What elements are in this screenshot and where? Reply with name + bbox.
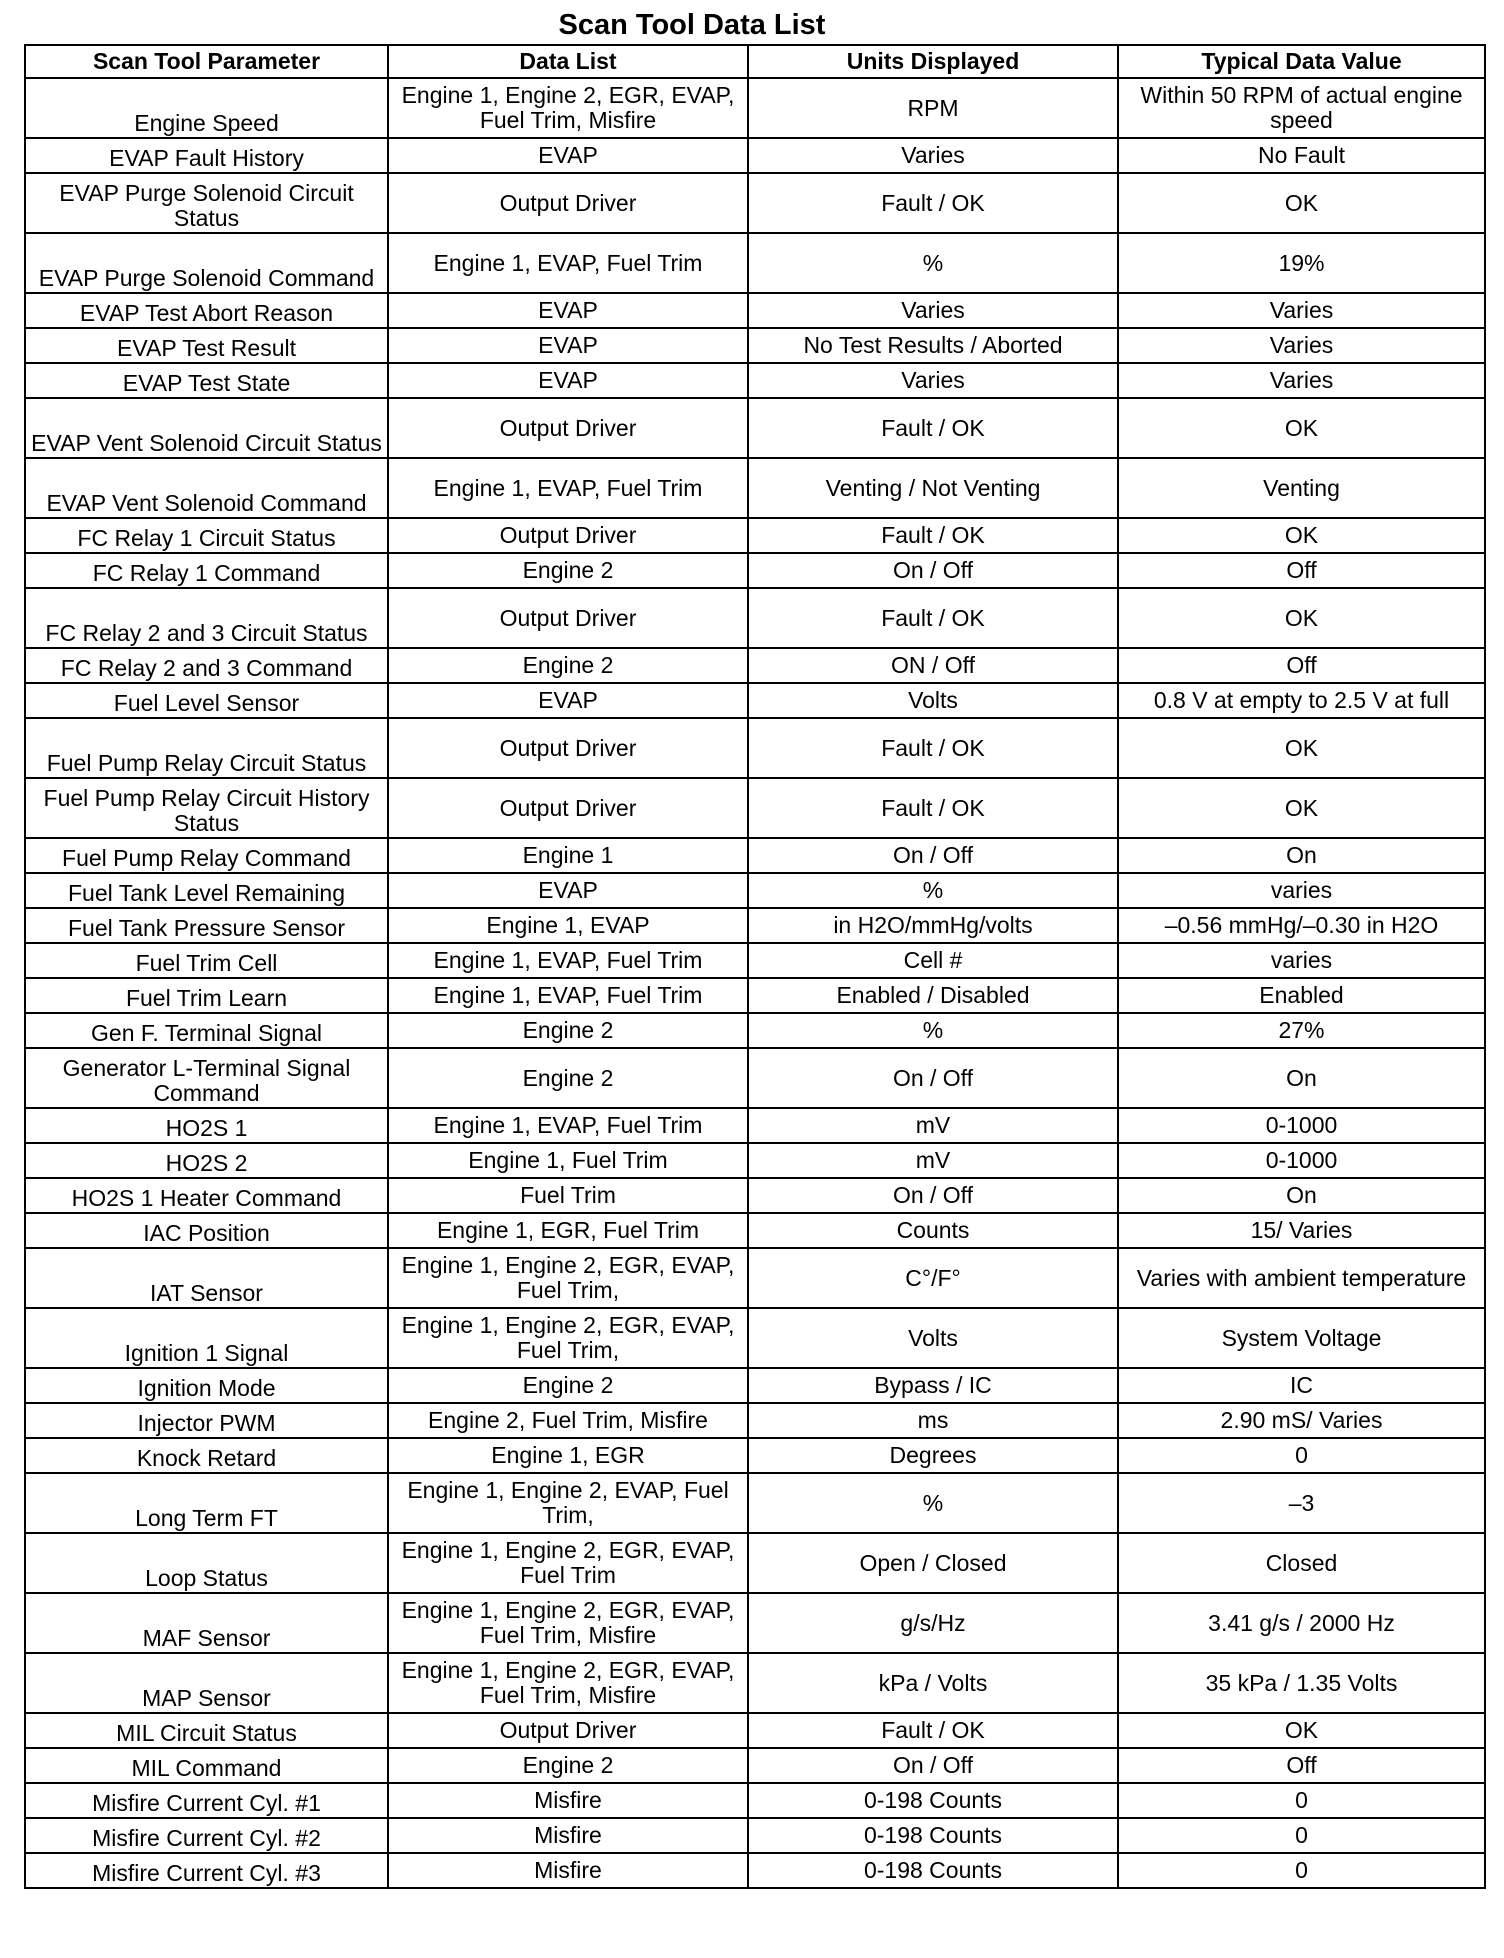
cell-parameter: Loop Status [25, 1533, 388, 1593]
column-header-units: Units Displayed [748, 45, 1118, 78]
cell-parameter: Misfire Current Cyl. #1 [25, 1783, 388, 1818]
cell-data-list: Output Driver [388, 1713, 748, 1748]
cell-data-list: EVAP [388, 873, 748, 908]
cell-typical-value: 2.90 mS/ Varies [1118, 1403, 1485, 1438]
cell-typical-value: OK [1118, 173, 1485, 233]
cell-data-list: Engine 1, EVAP, Fuel Trim [388, 233, 748, 293]
cell-typical-value: 19% [1118, 233, 1485, 293]
cell-parameter: HO2S 1 [25, 1108, 388, 1143]
table-row [25, 648, 1485, 683]
cell-units: Varies [748, 293, 1118, 328]
cell-data-list: Engine 1, EVAP, Fuel Trim [388, 458, 748, 518]
cell-parameter: Fuel Pump Relay Command [25, 838, 388, 873]
table-row [25, 1853, 1485, 1888]
cell-units: Volts [748, 683, 1118, 718]
cell-units: Venting / Not Venting [748, 458, 1118, 518]
cell-parameter: IAC Position [25, 1213, 388, 1248]
cell-units: C°/F° [748, 1248, 1118, 1308]
cell-parameter: Fuel Trim Learn [25, 978, 388, 1013]
table-row [25, 518, 1485, 553]
table-row [25, 233, 1485, 293]
cell-units: Varies [748, 363, 1118, 398]
table-row [25, 908, 1485, 943]
cell-parameter: IAT Sensor [25, 1248, 388, 1308]
column-header-parameter: Scan Tool Parameter [25, 45, 388, 78]
cell-typical-value: System Voltage [1118, 1308, 1485, 1368]
cell-parameter: Fuel Tank Level Remaining [25, 873, 388, 908]
cell-parameter: Generator L-Terminal Signal Command [25, 1048, 388, 1108]
table-row [25, 588, 1485, 648]
cell-typical-value: 0-1000 [1118, 1108, 1485, 1143]
cell-data-list: Engine 1, Engine 2, EGR, EVAP, Fuel Trim, Misfire [388, 78, 748, 138]
cell-units: Fault / OK [748, 1713, 1118, 1748]
cell-units: Counts [748, 1213, 1118, 1248]
table-row [25, 1403, 1485, 1438]
cell-typical-value: IC [1118, 1368, 1485, 1403]
cell-data-list: EVAP [388, 683, 748, 718]
cell-data-list: Engine 1, Engine 2, EGR, EVAP, Fuel Trim [388, 1533, 748, 1593]
cell-data-list: Output Driver [388, 173, 748, 233]
table-row [25, 293, 1485, 328]
cell-data-list: Engine 2 [388, 1748, 748, 1783]
cell-parameter: EVAP Vent Solenoid Command [25, 458, 388, 518]
table-row [25, 1308, 1485, 1368]
cell-units: ON / Off [748, 648, 1118, 683]
table-row [25, 1533, 1485, 1593]
cell-typical-value: No Fault [1118, 138, 1485, 173]
cell-units: On / Off [748, 553, 1118, 588]
table-row [25, 363, 1485, 398]
cell-typical-value: Varies [1118, 328, 1485, 363]
cell-data-list: Engine 1 [388, 838, 748, 873]
cell-data-list: Engine 1, Engine 2, EGR, EVAP, Fuel Trim, Misfire [388, 1653, 748, 1713]
cell-data-list: Output Driver [388, 398, 748, 458]
cell-typical-value: Venting [1118, 458, 1485, 518]
cell-parameter: Fuel Pump Relay Circuit History Status [25, 778, 388, 838]
cell-typical-value: Varies [1118, 363, 1485, 398]
cell-parameter: MIL Command [25, 1748, 388, 1783]
cell-units: Enabled / Disabled [748, 978, 1118, 1013]
cell-parameter: Fuel Level Sensor [25, 683, 388, 718]
table-row [25, 1438, 1485, 1473]
cell-parameter: Fuel Tank Pressure Sensor [25, 908, 388, 943]
cell-units: No Test Results / Aborted [748, 328, 1118, 363]
cell-parameter: Misfire Current Cyl. #3 [25, 1853, 388, 1888]
table-row [25, 1783, 1485, 1818]
cell-parameter: Fuel Pump Relay Circuit Status [25, 718, 388, 778]
cell-parameter: HO2S 1 Heater Command [25, 1178, 388, 1213]
cell-units: kPa / Volts [748, 1653, 1118, 1713]
cell-typical-value: OK [1118, 718, 1485, 778]
table-row [25, 398, 1485, 458]
table-row [25, 1213, 1485, 1248]
cell-typical-value: Off [1118, 648, 1485, 683]
cell-typical-value: 27% [1118, 1013, 1485, 1048]
cell-units: in H2O/mmHg/volts [748, 908, 1118, 943]
cell-units: 0-198 Counts [748, 1783, 1118, 1818]
cell-parameter: Long Term FT [25, 1473, 388, 1533]
cell-typical-value: On [1118, 838, 1485, 873]
cell-data-list: Engine 2 [388, 553, 748, 588]
cell-units: On / Off [748, 838, 1118, 873]
cell-data-list: Output Driver [388, 778, 748, 838]
cell-typical-value: Enabled [1118, 978, 1485, 1013]
table-row [25, 553, 1485, 588]
cell-data-list: Engine 1, Engine 2, EGR, EVAP, Fuel Trim, [388, 1248, 748, 1308]
cell-typical-value: 0 [1118, 1818, 1485, 1853]
cell-parameter: Fuel Trim Cell [25, 943, 388, 978]
cell-typical-value: –3 [1118, 1473, 1485, 1533]
cell-units: 0-198 Counts [748, 1853, 1118, 1888]
cell-typical-value: OK [1118, 518, 1485, 553]
cell-parameter: Engine Speed [25, 78, 388, 138]
table-row [25, 1473, 1485, 1533]
column-header-typical-value: Typical Data Value [1118, 45, 1485, 78]
table-row [25, 138, 1485, 173]
cell-typical-value: Off [1118, 553, 1485, 588]
cell-units: Bypass / IC [748, 1368, 1118, 1403]
table-row [25, 78, 1485, 138]
cell-data-list: Engine 1, Engine 2, EGR, EVAP, Fuel Trim, [388, 1308, 748, 1368]
cell-data-list: Fuel Trim [388, 1178, 748, 1213]
cell-data-list: Engine 2 [388, 1013, 748, 1048]
table-header-row [25, 45, 1485, 78]
cell-data-list: Engine 1, EGR [388, 1438, 748, 1473]
table-row [25, 1593, 1485, 1653]
page-title: Scan Tool Data List [558, 9, 826, 41]
cell-parameter: EVAP Test Result [25, 328, 388, 363]
cell-units: On / Off [748, 1048, 1118, 1108]
table-row [25, 328, 1485, 363]
cell-units: ms [748, 1403, 1118, 1438]
cell-units: % [748, 1473, 1118, 1533]
cell-data-list: Engine 1, EVAP [388, 908, 748, 943]
cell-data-list: Output Driver [388, 518, 748, 553]
cell-parameter: MAF Sensor [25, 1593, 388, 1653]
table-row [25, 1713, 1485, 1748]
table-row [25, 718, 1485, 778]
cell-units: Fault / OK [748, 173, 1118, 233]
cell-typical-value: 0 [1118, 1853, 1485, 1888]
table-row [25, 1368, 1485, 1403]
cell-typical-value: Closed [1118, 1533, 1485, 1593]
cell-data-list: EVAP [388, 363, 748, 398]
cell-data-list: Engine 2, Fuel Trim, Misfire [388, 1403, 748, 1438]
table-row [25, 1653, 1485, 1713]
cell-typical-value: –0.56 mmHg/–0.30 in H2O [1118, 908, 1485, 943]
cell-parameter: FC Relay 1 Command [25, 553, 388, 588]
cell-parameter: Injector PWM [25, 1403, 388, 1438]
table-row [25, 1818, 1485, 1853]
cell-typical-value: 0 [1118, 1783, 1485, 1818]
table-row [25, 1248, 1485, 1308]
cell-typical-value: OK [1118, 588, 1485, 648]
cell-units: mV [748, 1108, 1118, 1143]
cell-parameter: Gen F. Terminal Signal [25, 1013, 388, 1048]
cell-typical-value: 3.41 g/s / 2000 Hz [1118, 1593, 1485, 1653]
table-row [25, 873, 1485, 908]
cell-units: % [748, 1013, 1118, 1048]
table-row [25, 173, 1485, 233]
cell-data-list: Output Driver [388, 588, 748, 648]
cell-typical-value: On [1118, 1178, 1485, 1213]
cell-parameter: FC Relay 2 and 3 Command [25, 648, 388, 683]
cell-typical-value: varies [1118, 943, 1485, 978]
cell-units: RPM [748, 78, 1118, 138]
cell-parameter: Ignition 1 Signal [25, 1308, 388, 1368]
cell-parameter: FC Relay 2 and 3 Circuit Status [25, 588, 388, 648]
cell-data-list: Engine 1, EVAP, Fuel Trim [388, 943, 748, 978]
cell-units: Varies [748, 138, 1118, 173]
cell-units: Fault / OK [748, 518, 1118, 553]
cell-parameter: EVAP Test Abort Reason [25, 293, 388, 328]
cell-typical-value: Within 50 RPM of actual engine speed [1118, 78, 1485, 138]
cell-data-list: Engine 1, EVAP, Fuel Trim [388, 1108, 748, 1143]
cell-units: Open / Closed [748, 1533, 1118, 1593]
table-row [25, 1178, 1485, 1213]
cell-units: Fault / OK [748, 398, 1118, 458]
cell-data-list: Engine 1, EGR, Fuel Trim [388, 1213, 748, 1248]
cell-units: Degrees [748, 1438, 1118, 1473]
cell-typical-value: Varies [1118, 293, 1485, 328]
cell-parameter: MAP Sensor [25, 1653, 388, 1713]
cell-data-list: Output Driver [388, 718, 748, 778]
table-row [25, 838, 1485, 873]
table-row [25, 1013, 1485, 1048]
table-row [25, 1143, 1485, 1178]
cell-parameter: EVAP Fault History [25, 138, 388, 173]
cell-typical-value: 35 kPa / 1.35 Volts [1118, 1653, 1485, 1713]
table-row [25, 1748, 1485, 1783]
table-row [25, 683, 1485, 718]
cell-data-list: Engine 2 [388, 1368, 748, 1403]
cell-data-list: Misfire [388, 1853, 748, 1888]
column-header-data-list: Data List [388, 45, 748, 78]
table-row [25, 943, 1485, 978]
cell-typical-value: 15/ Varies [1118, 1213, 1485, 1248]
cell-typical-value: 0-1000 [1118, 1143, 1485, 1178]
cell-units: On / Off [748, 1178, 1118, 1213]
cell-parameter: EVAP Vent Solenoid Circuit Status [25, 398, 388, 458]
cell-typical-value: OK [1118, 398, 1485, 458]
cell-typical-value: Off [1118, 1748, 1485, 1783]
cell-data-list: Engine 1, Engine 2, EVAP, Fuel Trim, [388, 1473, 748, 1533]
cell-data-list: Engine 1, Engine 2, EGR, EVAP, Fuel Trim, Misfire [388, 1593, 748, 1653]
cell-parameter: Knock Retard [25, 1438, 388, 1473]
cell-parameter: Ignition Mode [25, 1368, 388, 1403]
cell-data-list: Engine 1, Fuel Trim [388, 1143, 748, 1178]
cell-parameter: EVAP Test State [25, 363, 388, 398]
cell-parameter: Misfire Current Cyl. #2 [25, 1818, 388, 1853]
cell-units: mV [748, 1143, 1118, 1178]
cell-data-list: EVAP [388, 138, 748, 173]
cell-typical-value: Varies with ambient temperature [1118, 1248, 1485, 1308]
cell-data-list: EVAP [388, 328, 748, 363]
cell-typical-value: On [1118, 1048, 1485, 1108]
cell-units: % [748, 873, 1118, 908]
cell-data-list: EVAP [388, 293, 748, 328]
table-row [25, 1048, 1485, 1108]
cell-units: Fault / OK [748, 718, 1118, 778]
table-row [25, 978, 1485, 1013]
cell-parameter: EVAP Purge Solenoid Command [25, 233, 388, 293]
cell-data-list: Engine 1, EVAP, Fuel Trim [388, 978, 748, 1013]
cell-units: g/s/Hz [748, 1593, 1118, 1653]
cell-data-list: Misfire [388, 1818, 748, 1853]
cell-typical-value: OK [1118, 778, 1485, 838]
table-body [25, 78, 1485, 1888]
scan-tool-data-table [24, 44, 1486, 1889]
cell-units: % [748, 233, 1118, 293]
cell-typical-value: OK [1118, 1713, 1485, 1748]
cell-units: Fault / OK [748, 588, 1118, 648]
cell-units: Volts [748, 1308, 1118, 1368]
cell-units: Fault / OK [748, 778, 1118, 838]
table-row [25, 778, 1485, 838]
cell-parameter: HO2S 2 [25, 1143, 388, 1178]
cell-parameter: FC Relay 1 Circuit Status [25, 518, 388, 553]
cell-typical-value: varies [1118, 873, 1485, 908]
cell-units: 0-198 Counts [748, 1818, 1118, 1853]
cell-units: Cell # [748, 943, 1118, 978]
table-row [25, 458, 1485, 518]
cell-parameter: EVAP Purge Solenoid Circuit Status [25, 173, 388, 233]
cell-typical-value: 0 [1118, 1438, 1485, 1473]
cell-data-list: Engine 2 [388, 1048, 748, 1108]
cell-data-list: Engine 2 [388, 648, 748, 683]
cell-typical-value: 0.8 V at empty to 2.5 V at full [1118, 683, 1485, 718]
cell-parameter: MIL Circuit Status [25, 1713, 388, 1748]
cell-units: On / Off [748, 1748, 1118, 1783]
table-row [25, 1108, 1485, 1143]
cell-data-list: Misfire [388, 1783, 748, 1818]
